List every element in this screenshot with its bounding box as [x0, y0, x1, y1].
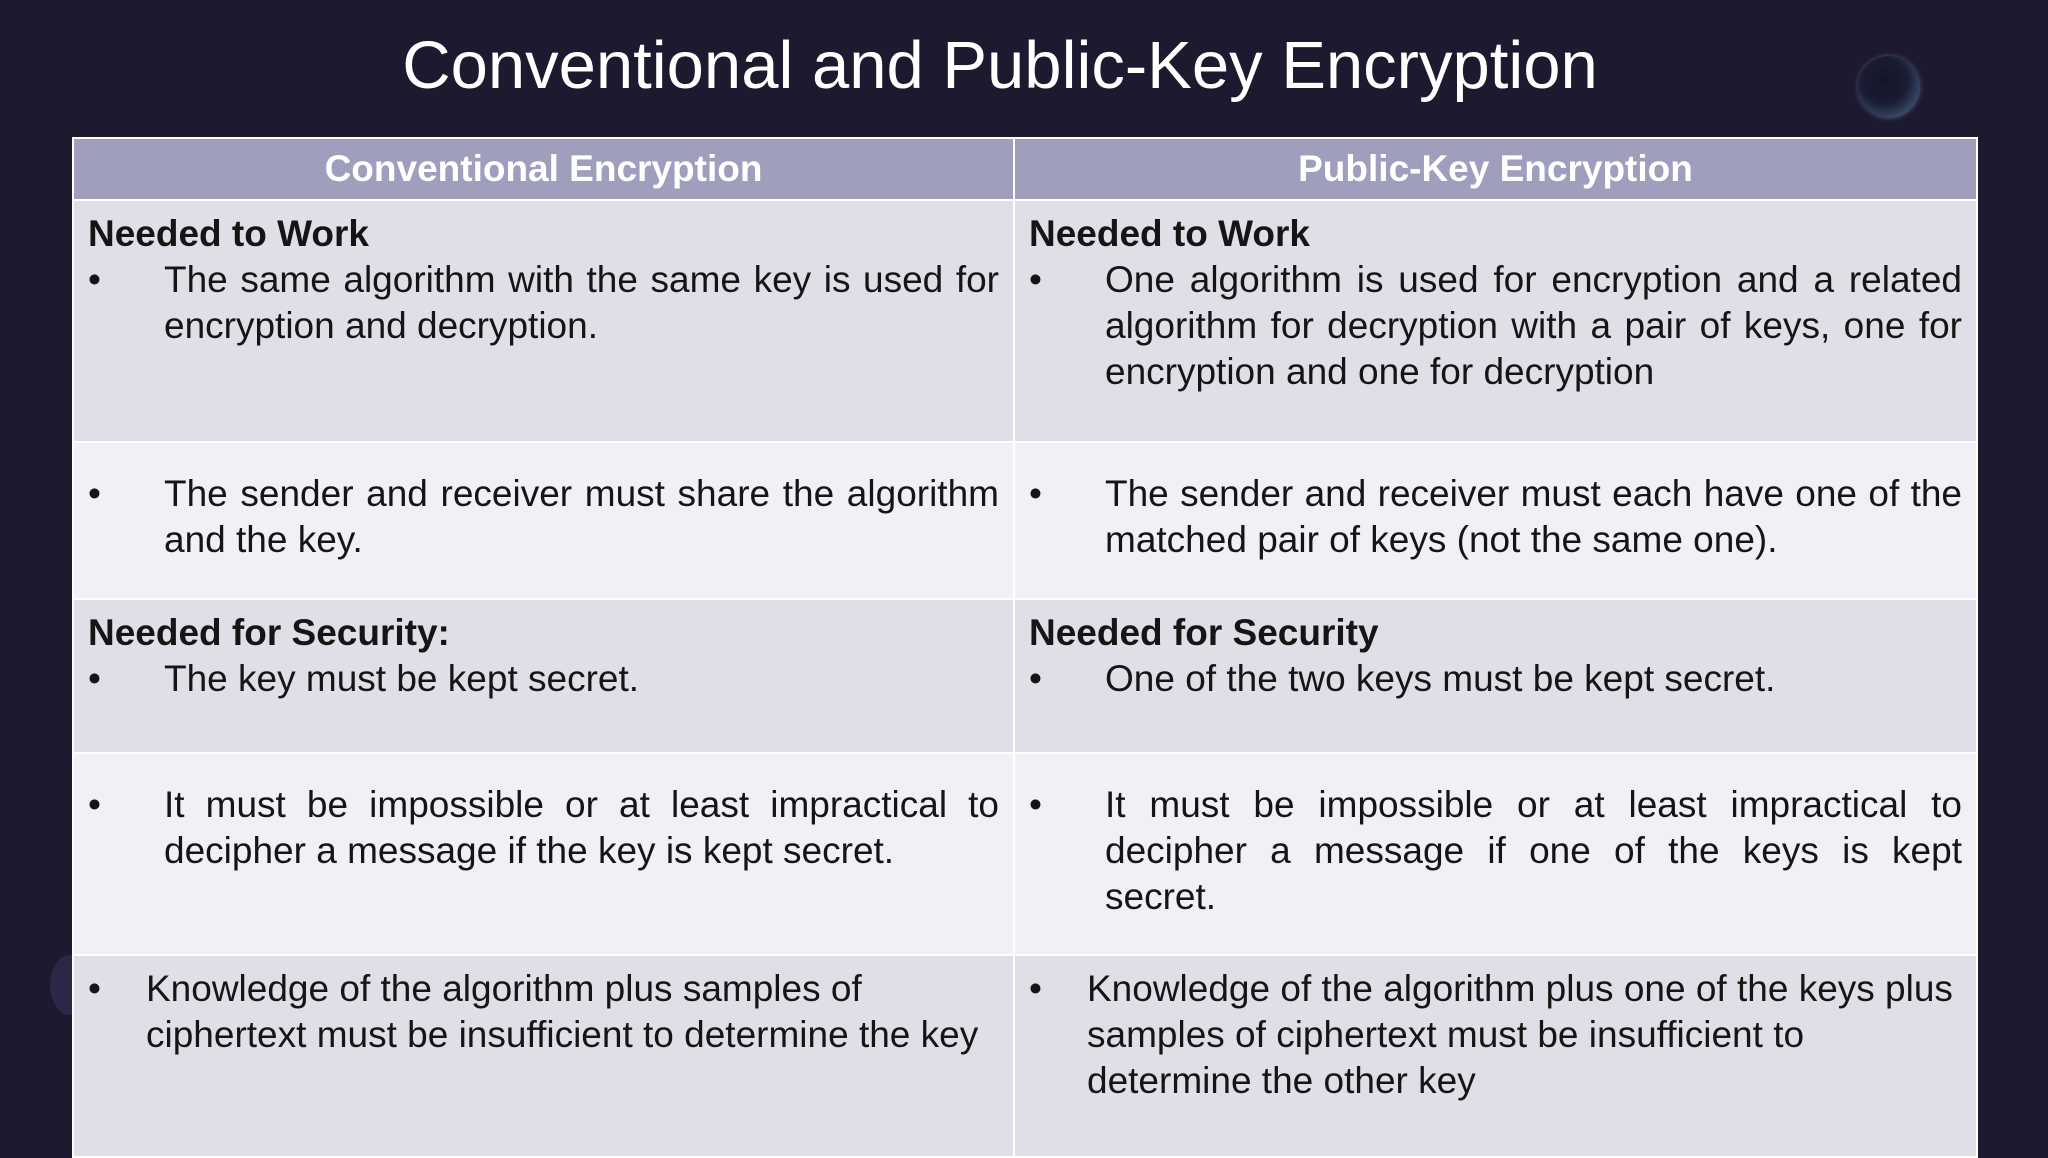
bullet-text: One algorithm is used for encryption and a related algorithm for decryption with a pair of keys, one for encryption and one for decryption — [1105, 259, 1962, 392]
bullet-text: The key must be kept secret. — [164, 658, 640, 699]
bullet-icon: • — [88, 784, 101, 825]
decorative-orb — [1858, 56, 1920, 118]
table-cell — [73, 200, 1014, 442]
table-row — [73, 753, 1977, 955]
bullet-icon: • — [1029, 259, 1042, 300]
table-cell — [73, 442, 1014, 599]
bullet-text: The sender and receiver must share the algorithm and the key. — [164, 473, 999, 560]
section-heading: Needed for Security — [1029, 612, 1379, 653]
column-header-public-key: Public-Key Encryption — [1014, 138, 1977, 200]
table-row — [73, 955, 1977, 1157]
column-header-conventional: Conventional Encryption — [73, 138, 1014, 200]
bullet-item — [1029, 656, 1962, 702]
table-cell — [73, 753, 1014, 955]
bullet-text: The same algorithm with the same key is used for encryption and decryption. — [164, 259, 999, 346]
bullet-item — [1029, 257, 1962, 395]
table-cell — [1014, 200, 1977, 442]
comparison-table — [72, 137, 1978, 1158]
bullet-text: It must be impossible or at least impractical to decipher a message if the key is kept secret. — [164, 784, 999, 871]
section-heading: Needed to Work — [1029, 213, 1310, 254]
bullet-text: Knowledge of the algorithm plus samples of ciphertext must be insufficient to determine the key — [146, 968, 979, 1055]
bullet-item — [88, 966, 999, 1058]
bullet-icon: • — [88, 968, 101, 1009]
slide-title: Conventional and Public-Key Encryption — [402, 28, 1598, 103]
section-heading: Needed for Security: — [88, 612, 450, 653]
bullet-text: Knowledge of the algorithm plus one of the keys plus samples of ciphertext must be insufficient to determine the other key — [1087, 968, 1953, 1101]
bullet-item — [1029, 782, 1962, 920]
table-cell — [1014, 599, 1977, 753]
table-cell — [73, 599, 1014, 753]
table-row — [73, 442, 1977, 599]
bullet-text: One of the two keys must be kept secret. — [1105, 658, 1776, 699]
table-cell — [1014, 955, 1977, 1157]
bullet-item — [1029, 966, 1962, 1104]
bullet-item — [88, 782, 999, 874]
section-heading: Needed to Work — [88, 213, 369, 254]
bullet-item — [88, 656, 999, 702]
bullet-item — [1029, 471, 1962, 563]
bullet-icon: • — [88, 473, 101, 514]
table-cell — [1014, 753, 1977, 955]
bullet-icon: • — [1029, 658, 1042, 699]
bullet-icon: • — [1029, 473, 1042, 514]
table-cell — [1014, 442, 1977, 599]
bullet-icon: • — [88, 658, 101, 699]
table-cell — [73, 955, 1014, 1157]
bullet-text: It must be impossible or at least impractical to decipher a message if one of the keys is kept secret. — [1105, 784, 1962, 917]
bullet-item — [88, 471, 999, 563]
bullet-text: The sender and receiver must each have one of the matched pair of keys (not the same one). — [1105, 473, 1962, 560]
bullet-item — [88, 257, 999, 349]
table-row — [73, 599, 1977, 753]
bullet-icon: • — [1029, 784, 1042, 825]
table-header-row — [73, 138, 1977, 200]
table-row — [73, 200, 1977, 442]
bullet-icon: • — [88, 259, 101, 300]
bullet-icon: • — [1029, 968, 1042, 1009]
